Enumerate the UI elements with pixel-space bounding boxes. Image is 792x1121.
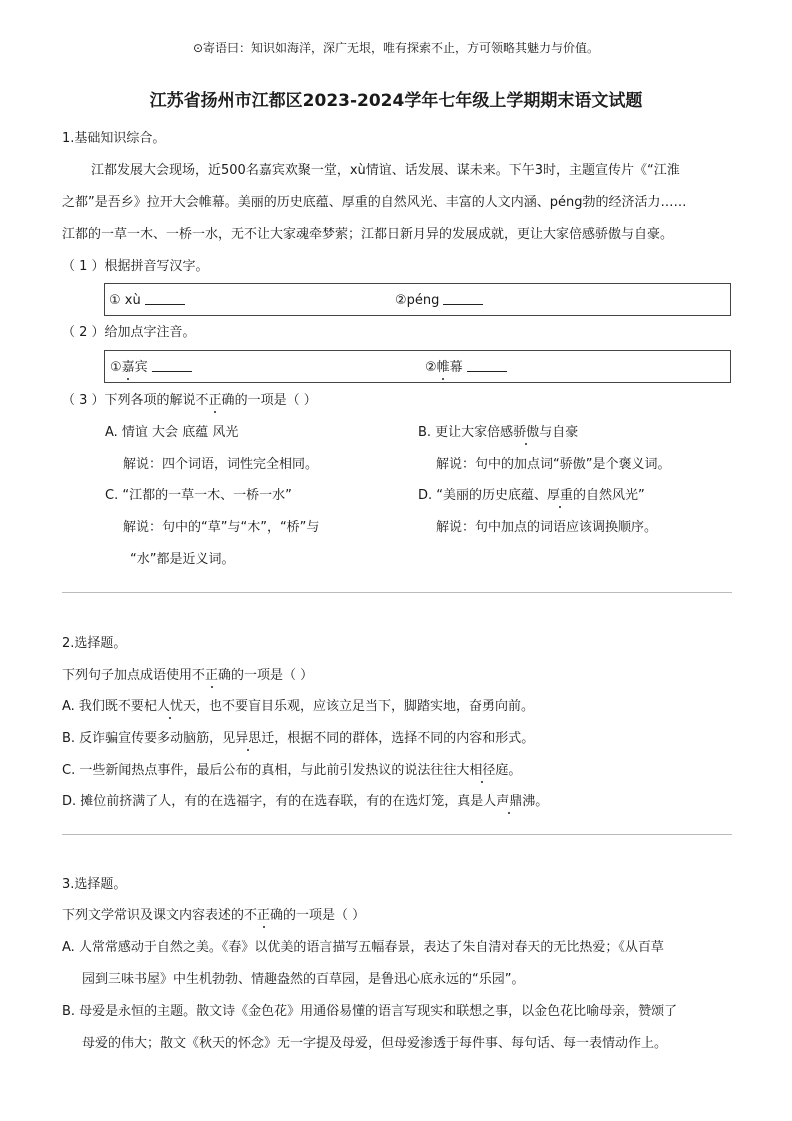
phonetic-item-2 bbox=[425, 359, 507, 376]
q1-passage-line-3: 江都的一草一木、一桥一水，无不让大家魂牵梦萦；江都日新月异的发展成就，更让大家倍感骄傲与自豪。 bbox=[62, 227, 674, 242]
q2-option-d-c: 。 bbox=[535, 794, 549, 809]
divider-2 bbox=[62, 834, 732, 835]
q1-passage-line-2: 之都”是吾乡》拉开大会帷幕。美丽的历史底蕴、厚重的自然风光、丰富的人文内涵、péng勃的经济活力…… bbox=[62, 195, 687, 210]
q3-option-a-line-1: A. 人常常感动于自然之美。《春》以优美的语言描写五幅春景，表达了朱自清对春天的无比热爱；《从百草 bbox=[62, 940, 664, 955]
emphasis-incorrect-2: 不正确 bbox=[192, 668, 232, 683]
q3-prompt bbox=[62, 908, 365, 924]
dotted-char-jia: 嘉 bbox=[121, 360, 135, 375]
q2-prompt-c: 的一项是（ ） bbox=[231, 668, 314, 683]
pinyin-item-1-text: ① xù bbox=[109, 293, 141, 308]
idiom-jianyisiqian: 见异思迁 bbox=[222, 731, 275, 746]
q1-option-c: C. “江都的一草一木、一桥一水” bbox=[105, 488, 292, 503]
q1-option-d-c: 的自然风光” bbox=[573, 488, 645, 503]
q2-option-c bbox=[62, 763, 521, 779]
pinyin-item-1 bbox=[109, 292, 185, 309]
q2-option-c-a: C. 一些新闻热点事件，最后公布的真相，与此前引发热议的说法往往 bbox=[62, 763, 457, 778]
answer-blank-1[interactable] bbox=[145, 292, 185, 305]
dotted-char-wei: 帷 bbox=[436, 360, 450, 375]
q1-option-d-note: 解说：句中加点的词语应该调换顺序。 bbox=[436, 520, 658, 535]
q1-option-c-note-2: “水”都是近义词。 bbox=[130, 552, 235, 567]
q2-option-a-a: A. 我们既不要 bbox=[62, 699, 144, 714]
idiom-daxiangjingting: 大相径庭 bbox=[456, 763, 509, 778]
q2-prompt-a: 下列句子加点成语使用 bbox=[62, 668, 193, 683]
q3-prompt-c: 的一项是（ ） bbox=[283, 908, 366, 923]
q1-option-b bbox=[418, 425, 578, 441]
idiom-renshengdingfei: 人声鼎沸 bbox=[483, 794, 536, 809]
q2-option-b bbox=[62, 731, 534, 747]
phonetic-item-1 bbox=[110, 359, 192, 376]
q1-sub3-label-a: （ 3 ）下列各项的解说 bbox=[62, 393, 196, 408]
q1-sub1-label: （ 1 ）根据拼音写汉字。 bbox=[62, 259, 209, 274]
q1-option-d-a: D. “美丽的历史底蕴、 bbox=[418, 488, 548, 503]
phonetic-item-1-rest: 宾 bbox=[134, 360, 148, 375]
q2-option-a bbox=[62, 699, 534, 715]
divider-1 bbox=[62, 592, 732, 593]
q2-option-b-a: B. 反诈骗宣传要多动脑筋， bbox=[62, 731, 223, 746]
q2-option-b-c: ，根据不同的群体，选择不同的内容和形式。 bbox=[274, 731, 535, 746]
q2-option-d-a: D. 摊位前挤满了人，有的在选福字，有的在选春联，有的在选灯笼，真是 bbox=[62, 794, 484, 809]
q1-option-c-note-1: 解说：句中的“草”与“木”，“桥”与 bbox=[123, 520, 320, 535]
q1-option-a-note: 解说：四个词语，词性完全相同。 bbox=[123, 457, 319, 472]
q3-prompt-a: 下列文学常识及课文内容表述的 bbox=[62, 908, 245, 923]
answer-blank-2[interactable] bbox=[443, 292, 483, 305]
pinyin-item-2 bbox=[395, 292, 483, 309]
dotted-word-jiaoao: 骄傲 bbox=[513, 425, 540, 440]
q1-option-b-c: 与自豪 bbox=[539, 425, 579, 440]
q2-heading: 2.选择题。 bbox=[62, 636, 127, 651]
phonetic-item-1-num: ① bbox=[110, 360, 122, 375]
idiom-qirenyoutian: 杞人忧天 bbox=[143, 699, 196, 714]
q3-heading: 3.选择题。 bbox=[62, 877, 127, 892]
q1-option-a: A. 情谊 大会 底蕴 风光 bbox=[105, 425, 239, 440]
exam-title: 江苏省扬州市江都区2023-2024学年七年级上学期期末语文试题 bbox=[149, 91, 643, 111]
q3-option-b-line-1: B. 母爱是永恒的主题。散文诗《金色花》用通俗易懂的语言写现实和联想之事，以金色花比喻母亲，赞颂了 bbox=[62, 1004, 678, 1019]
q2-option-c-c: 。 bbox=[508, 763, 522, 778]
q2-option-a-c: ，也不要盲目乐观，应该立足当下，脚踏实地，奋勇向前。 bbox=[195, 699, 534, 714]
q2-prompt bbox=[62, 668, 313, 684]
answer-blank-4[interactable] bbox=[467, 359, 507, 372]
answer-blank-3[interactable] bbox=[152, 359, 192, 372]
emphasis-incorrect-3: 不正确 bbox=[244, 908, 284, 923]
phonetic-item-2-rest: 幕 bbox=[449, 360, 463, 375]
pinyin-item-2-text: ②péng bbox=[395, 293, 440, 308]
q1-option-b-a: B. 更让大家倍感 bbox=[418, 425, 514, 440]
q3-option-b-line-2: 母爱的伟大；散文《秋天的怀念》无一字提及母爱，但母爱渗透于每件事、每句话、每一表情动作上。 bbox=[82, 1036, 668, 1051]
motto-line: ⊙寄语曰：知识如海洋，深广无垠，唯有探索不止，方可领略其魅力与价值。 bbox=[192, 41, 600, 55]
q1-sub3-label-c: 的一项是（ ） bbox=[234, 393, 317, 408]
q2-option-d bbox=[62, 794, 548, 810]
pinyin-answer-box bbox=[104, 283, 731, 316]
q1-sub3-label bbox=[62, 393, 317, 409]
emphasis-incorrect: 不正确 bbox=[195, 393, 235, 408]
q1-sub2-label: （ 2 ）给加点字注音。 bbox=[62, 325, 196, 340]
dotted-word-houzhong: 厚重 bbox=[547, 488, 574, 503]
q1-option-b-note: 解说：句中的加点词“骄傲”是个褒义词。 bbox=[436, 457, 671, 472]
phonetic-answer-box bbox=[104, 350, 731, 383]
phonetic-item-2-num: ② bbox=[425, 360, 437, 375]
q1-heading: 1.基础知识综合。 bbox=[62, 131, 166, 146]
q1-passage-line-1: 江都发展大会现场，近500名嘉宾欢聚一堂，xù情谊、话发展、谋未来。下午3时，主题宣传片《“江淮 bbox=[91, 163, 680, 178]
q1-option-d bbox=[418, 488, 645, 504]
q3-option-a-line-2: 园到三味书屋》中生机勃勃、情趣盎然的百草园，是鲁迅心底永远的“乐园”。 bbox=[82, 972, 525, 987]
